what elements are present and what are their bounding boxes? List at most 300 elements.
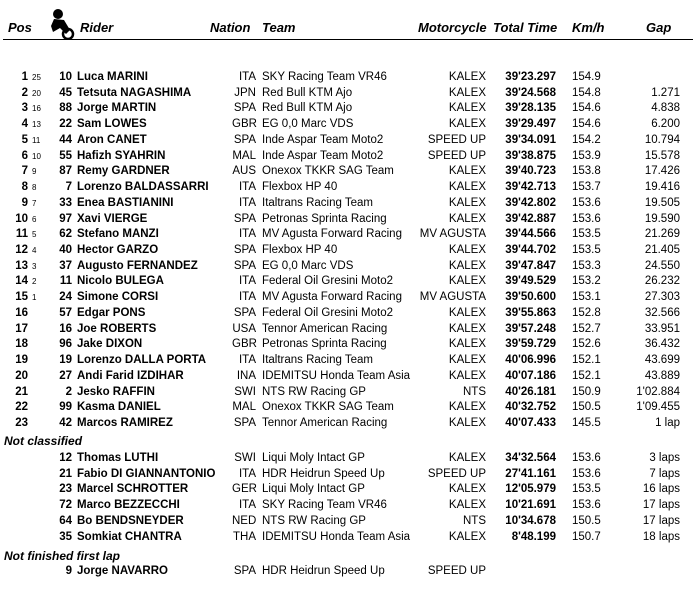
position: 18 xyxy=(15,338,28,351)
motorcycle: SPEED UP xyxy=(427,149,486,162)
nation: GER xyxy=(232,483,257,496)
result-row xyxy=(0,213,696,229)
total-time: 39'57.248 xyxy=(505,322,556,335)
nation: GBR xyxy=(232,338,257,351)
speed-kmh: 153.6 xyxy=(572,452,601,464)
team-name: SKY Racing Team VR46 xyxy=(262,71,387,83)
position: 23 xyxy=(15,417,28,430)
gap: 36.432 xyxy=(644,338,680,351)
nation: MAL xyxy=(232,149,256,162)
nation: ITA xyxy=(238,181,256,194)
gap: 15.578 xyxy=(644,149,680,162)
speed-kmh: 150.7 xyxy=(572,530,601,543)
header-pos: Pos xyxy=(8,20,32,35)
rider-number: 64 xyxy=(59,514,72,527)
speed-kmh: 153.6 xyxy=(572,196,601,209)
gap: 21.269 xyxy=(644,228,680,241)
points: 4 xyxy=(32,246,37,256)
nation: THA xyxy=(233,530,256,543)
result-row xyxy=(0,370,696,386)
points: 10 xyxy=(32,151,41,161)
result-row xyxy=(0,307,696,323)
gap: 1 lap xyxy=(655,417,680,430)
gap: 43.889 xyxy=(644,369,680,382)
rider-name: Fabio DI GIANNANTONIO xyxy=(77,467,216,480)
position: 8 xyxy=(21,181,28,194)
rider-name: Augusto FERNANDEZ xyxy=(77,259,198,272)
speed-kmh: 154.2 xyxy=(572,133,601,146)
gap: 17.426 xyxy=(644,165,680,178)
rider-name: Aron CANET xyxy=(77,133,147,146)
team-name: Petronas Sprinta Racing xyxy=(262,212,387,225)
nation: JPN xyxy=(234,86,256,99)
motorcycle: KALEX xyxy=(448,71,486,83)
total-time: 39'42.887 xyxy=(505,212,556,225)
rider-number: 33 xyxy=(59,196,72,209)
team-name: NTS RW Racing GP xyxy=(262,514,366,527)
position: 15 xyxy=(15,291,28,304)
nation: AUS xyxy=(232,165,256,178)
position: 2 xyxy=(21,86,28,99)
total-time: 40'06.996 xyxy=(505,354,556,367)
team-name: Flexbox HP 40 xyxy=(262,244,338,257)
speed-kmh: 152.1 xyxy=(572,369,601,382)
position: 7 xyxy=(21,165,28,178)
rider-number: 22 xyxy=(59,118,72,131)
total-time: 39'59.729 xyxy=(505,338,556,351)
result-row xyxy=(0,118,696,134)
total-time: 39'49.529 xyxy=(505,275,556,288)
total-time: 10'34.678 xyxy=(505,514,556,527)
nation: ITA xyxy=(238,228,256,241)
motorcycle: KALEX xyxy=(448,181,486,194)
position: 1 xyxy=(21,71,28,83)
rider-number: 11 xyxy=(59,275,72,288)
team-name: Tennor American Racing xyxy=(262,322,388,335)
points: 8 xyxy=(32,183,37,193)
result-row xyxy=(0,244,696,260)
team-name: Red Bull KTM Ajo xyxy=(262,86,353,99)
position: 14 xyxy=(15,275,28,288)
nation: SPA xyxy=(233,565,256,577)
rider-name: Jesko RAFFIN xyxy=(77,385,155,398)
points: 1 xyxy=(32,293,37,303)
speed-kmh: 154.6 xyxy=(572,118,601,131)
motorcycle: KALEX xyxy=(448,452,486,464)
result-row xyxy=(0,323,696,339)
position: 21 xyxy=(15,385,28,398)
total-time: 39'47.847 xyxy=(505,259,556,272)
rider-name: Joe ROBERTS xyxy=(77,322,157,335)
result-row xyxy=(0,260,696,276)
gap: 7 laps xyxy=(649,467,680,480)
rider-number: 42 xyxy=(59,417,72,430)
rider-name: Hafizh SYAHRIN xyxy=(77,149,166,162)
points: 25 xyxy=(32,73,41,82)
speed-kmh: 152.1 xyxy=(572,354,601,367)
header-kmh: Km/h xyxy=(572,20,605,35)
team-name: MV Agusta Forward Racing xyxy=(262,291,402,304)
team-name: Italtrans Racing Team xyxy=(262,354,374,367)
rider-name: Jake DIXON xyxy=(77,338,143,351)
motorcycle: KALEX xyxy=(448,483,486,496)
speed-kmh: 153.6 xyxy=(572,467,601,480)
total-time: 39'44.702 xyxy=(505,244,556,257)
team-name: IDEMITSU Honda Team Asia xyxy=(262,530,411,543)
nation: ITA xyxy=(238,354,256,367)
team-name: IDEMITSU Honda Team Asia xyxy=(262,369,411,382)
position: 10 xyxy=(15,212,28,225)
motorcycle: KALEX xyxy=(448,165,486,178)
total-time: 39'38.875 xyxy=(505,149,556,162)
total-time: 39'42.802 xyxy=(505,196,556,209)
result-row xyxy=(0,134,696,150)
gap: 1'02.884 xyxy=(636,385,680,398)
result-row xyxy=(0,531,696,547)
points: 9 xyxy=(32,167,37,177)
position: 4 xyxy=(21,118,28,131)
team-name: Petronas Sprinta Racing xyxy=(262,338,387,351)
speed-kmh: 152.7 xyxy=(572,322,601,335)
total-time: 40'32.752 xyxy=(505,401,556,414)
gap: 19.416 xyxy=(644,181,680,194)
nation: USA xyxy=(232,322,256,335)
motorcycle: KALEX xyxy=(448,338,486,351)
rider-number: 9 xyxy=(65,565,72,577)
nation: SPA xyxy=(233,306,256,319)
total-time: 39'28.135 xyxy=(505,102,556,115)
gap: 19.505 xyxy=(644,196,680,209)
total-time: 10'21.691 xyxy=(505,499,556,512)
header-total-time: Total Time xyxy=(493,20,558,35)
nation: SPA xyxy=(233,212,256,225)
rider-number: 16 xyxy=(59,322,72,335)
total-time: 39'34.091 xyxy=(505,133,556,146)
nation: SPA xyxy=(233,259,256,272)
points: 20 xyxy=(32,88,41,98)
points: 2 xyxy=(32,277,37,287)
speed-kmh: 152.6 xyxy=(572,338,601,351)
position: 11 xyxy=(15,228,28,241)
rider-number: 35 xyxy=(59,530,72,543)
points: 5 xyxy=(32,230,37,240)
rider-name: Andi Farid IZDIHAR xyxy=(77,369,184,382)
speed-kmh: 153.6 xyxy=(572,212,601,225)
total-time: 39'42.713 xyxy=(505,181,556,194)
result-row xyxy=(0,354,696,370)
nation: NED xyxy=(232,514,257,527)
header-nation: Nation xyxy=(210,20,251,35)
motorcycle: KALEX xyxy=(448,322,486,335)
motorcycle: KALEX xyxy=(448,102,486,115)
rider-name: Jorge NAVARRO xyxy=(77,565,168,577)
rider-number: 88 xyxy=(59,102,72,115)
rider-number: 24 xyxy=(59,291,72,304)
rider-name: Nicolo BULEGA xyxy=(77,275,164,288)
section-not-classified: Not classified xyxy=(4,434,83,448)
rider-number: 57 xyxy=(59,306,72,319)
rider-name: Somkiat CHANTRA xyxy=(77,530,182,543)
rider-number: 62 xyxy=(59,228,72,241)
result-row xyxy=(0,417,696,433)
rider-name: Lorenzo DALLA PORTA xyxy=(77,354,207,367)
motorcycle: KALEX xyxy=(448,86,486,99)
speed-kmh: 153.6 xyxy=(572,499,601,512)
rider-name: Marco BEZZECCHI xyxy=(77,499,180,512)
speed-kmh: 153.5 xyxy=(572,228,601,241)
team-name: Inde Aspar Team Moto2 xyxy=(262,133,384,146)
nation: ITA xyxy=(238,196,256,209)
nation: SPA xyxy=(233,244,256,257)
result-row xyxy=(0,228,696,244)
total-time: 39'40.723 xyxy=(505,165,556,178)
gap: 1'09.455 xyxy=(636,401,680,414)
result-row xyxy=(0,197,696,213)
motorcycle: KALEX xyxy=(448,212,486,225)
position: 13 xyxy=(15,259,28,272)
header-gap: Gap xyxy=(646,20,672,35)
position: 12 xyxy=(15,244,28,257)
rider-number: 72 xyxy=(59,499,72,512)
position: 6 xyxy=(21,149,28,162)
gap: 17 laps xyxy=(642,514,680,527)
total-time: 39'24.568 xyxy=(505,86,556,99)
result-row xyxy=(0,515,696,531)
motorcycle: KALEX xyxy=(448,354,486,367)
gap: 4.838 xyxy=(651,102,680,115)
rider-name: Bo BENDSNEYDER xyxy=(77,514,184,527)
gap: 32.566 xyxy=(644,306,680,319)
rider-number: 44 xyxy=(59,133,72,146)
team-name: Inde Aspar Team Moto2 xyxy=(262,149,384,162)
motorcycle: KALEX xyxy=(448,306,486,319)
rider-name: Jorge MARTIN xyxy=(77,102,157,115)
rider-name: Remy GARDNER xyxy=(77,165,170,178)
result-row xyxy=(0,452,696,468)
team-name: Red Bull KTM Ajo xyxy=(262,102,353,115)
rider-number: 12 xyxy=(59,452,72,464)
position: 22 xyxy=(15,401,28,414)
speed-kmh: 153.8 xyxy=(572,165,601,178)
total-time: 39'50.600 xyxy=(505,291,556,304)
nation: ITA xyxy=(238,291,256,304)
result-row xyxy=(0,71,696,87)
result-row xyxy=(0,181,696,197)
position: 3 xyxy=(21,102,28,115)
nation: SWI xyxy=(234,452,256,464)
motorcycle: SPEED UP xyxy=(427,133,486,146)
rider-name: Thomas LUTHI xyxy=(77,452,159,464)
motorcycle: MV AGUSTA xyxy=(419,228,486,241)
result-row xyxy=(0,386,696,402)
nation: INA xyxy=(236,369,256,382)
total-time: 34'32.564 xyxy=(505,452,556,464)
team-name: MV Agusta Forward Racing xyxy=(262,228,402,241)
position: 5 xyxy=(21,133,28,146)
rider-number: 96 xyxy=(59,338,72,351)
result-row xyxy=(0,150,696,166)
rider-name: Xavi VIERGE xyxy=(77,212,148,225)
team-name: HDR Heidrun Speed Up xyxy=(262,565,385,577)
team-name: Onexox TKKR SAG Team xyxy=(262,401,394,414)
points: 11 xyxy=(32,135,41,145)
speed-kmh: 150.9 xyxy=(572,385,601,398)
gap: 19.590 xyxy=(644,212,680,225)
rider-name: Tetsuta NAGASHIMA xyxy=(77,86,192,99)
motorcycle: NTS xyxy=(463,514,486,527)
rider-number: 45 xyxy=(59,86,72,99)
nation: SPA xyxy=(233,102,256,115)
result-row xyxy=(0,165,696,181)
rider-name: Marcos RAMIREZ xyxy=(77,417,173,430)
nation: MAL xyxy=(232,401,256,414)
rider-number: 37 xyxy=(59,259,72,272)
points: 6 xyxy=(32,214,37,224)
total-time: 39'23.297 xyxy=(505,71,556,83)
gap: 10.794 xyxy=(644,133,680,146)
result-row xyxy=(0,275,696,291)
team-name: SKY Racing Team VR46 xyxy=(262,499,387,512)
speed-kmh: 153.5 xyxy=(572,244,601,257)
gap: 33.951 xyxy=(644,322,680,335)
motorcycle: SPEED UP xyxy=(427,467,486,480)
result-row xyxy=(0,338,696,354)
rider-number: 97 xyxy=(59,212,72,225)
speed-kmh: 153.1 xyxy=(572,291,601,304)
nation: ITA xyxy=(238,499,256,512)
result-row xyxy=(0,87,696,103)
gap: 17 laps xyxy=(642,499,680,512)
position: 16 xyxy=(15,306,28,319)
header-divider xyxy=(3,39,693,40)
points: 3 xyxy=(32,261,37,271)
gap: 6.200 xyxy=(651,118,680,131)
motorcycle: KALEX xyxy=(448,196,486,209)
rider-name: Enea BASTIANINI xyxy=(77,196,174,209)
position: 19 xyxy=(15,354,28,367)
gap: 1.271 xyxy=(651,86,680,99)
team-name: Onexox TKKR SAG Team xyxy=(262,165,394,178)
nation: ITA xyxy=(238,275,256,288)
team-name: HDR Heidrun Speed Up xyxy=(262,467,385,480)
team-name: EG 0,0 Marc VDS xyxy=(262,259,354,272)
gap: 3 laps xyxy=(649,452,680,464)
total-time: 40'26.181 xyxy=(505,385,556,398)
nation: ITA xyxy=(238,71,256,83)
speed-kmh: 154.9 xyxy=(572,71,601,83)
motorcycle: KALEX xyxy=(448,417,486,430)
team-name: EG 0,0 Marc VDS xyxy=(262,118,354,131)
rider-number: 87 xyxy=(59,165,72,178)
gap: 26.232 xyxy=(644,275,680,288)
team-name: Federal Oil Gresini Moto2 xyxy=(262,306,394,319)
rider-name: Hector GARZO xyxy=(77,244,159,257)
rider-number: 55 xyxy=(59,149,72,162)
motorcycle: KALEX xyxy=(448,275,486,288)
rider-number: 19 xyxy=(59,354,72,367)
rider-number: 7 xyxy=(65,181,72,194)
rider-name: Marcel SCHROTTER xyxy=(77,483,189,496)
points: 16 xyxy=(32,104,41,114)
nation: SPA xyxy=(233,417,256,430)
rider-name: Stefano MANZI xyxy=(77,228,159,241)
nation: SWI xyxy=(234,385,256,398)
gap: 43.699 xyxy=(644,354,680,367)
team-name: Tennor American Racing xyxy=(262,417,388,430)
speed-kmh: 153.5 xyxy=(572,483,601,496)
motorcycle: KALEX xyxy=(448,401,486,414)
header-rider: Rider xyxy=(80,20,114,35)
total-time: 40'07.433 xyxy=(505,417,556,430)
rider-name: Luca MARINI xyxy=(77,71,148,83)
rider-number: 2 xyxy=(65,385,72,398)
team-name: Flexbox HP 40 xyxy=(262,181,338,194)
team-name: Liqui Moly Intact GP xyxy=(262,483,365,496)
rider-number: 27 xyxy=(59,369,72,382)
team-name: NTS RW Racing GP xyxy=(262,385,366,398)
rider-number: 23 xyxy=(59,483,72,496)
header-motorcycle: Motorcycle xyxy=(418,20,487,35)
position: 17 xyxy=(15,322,28,335)
rider-number: 40 xyxy=(59,244,72,257)
total-time: 39'29.497 xyxy=(505,118,556,131)
motorcycle-rider-icon xyxy=(44,8,76,40)
rider-name: Sam LOWES xyxy=(77,118,147,131)
speed-kmh: 153.2 xyxy=(572,275,601,288)
gap: 16 laps xyxy=(642,483,680,496)
motorcycle: SPEED UP xyxy=(427,565,486,577)
motorcycle: KALEX xyxy=(448,118,486,131)
rider-number: 99 xyxy=(59,401,72,414)
points: 13 xyxy=(32,120,41,130)
motorcycle: MV AGUSTA xyxy=(419,291,486,304)
speed-kmh: 152.8 xyxy=(572,306,601,319)
speed-kmh: 154.6 xyxy=(572,102,601,115)
rider-name: Edgar PONS xyxy=(77,306,146,319)
rider-name: Simone CORSI xyxy=(77,291,159,304)
motorcycle: NTS xyxy=(463,385,486,398)
position: 9 xyxy=(21,196,28,209)
total-time: 12'05.979 xyxy=(505,483,556,496)
nation: ITA xyxy=(238,467,256,480)
total-time: 40'07.186 xyxy=(505,369,556,382)
motorcycle: KALEX xyxy=(448,369,486,382)
total-time: 8'48.199 xyxy=(511,530,556,543)
motorcycle: KALEX xyxy=(448,259,486,272)
gap: 21.405 xyxy=(644,244,680,257)
speed-kmh: 150.5 xyxy=(572,401,601,414)
motorcycle: KALEX xyxy=(448,499,486,512)
total-time: 27'41.161 xyxy=(505,467,556,480)
rider-name: Lorenzo BALDASSARRI xyxy=(77,181,209,194)
speed-kmh: 153.7 xyxy=(572,181,601,194)
result-row xyxy=(0,565,696,581)
position: 20 xyxy=(15,369,28,382)
nation: SPA xyxy=(233,133,256,146)
result-row xyxy=(0,468,696,484)
result-row xyxy=(0,483,696,499)
result-row xyxy=(0,499,696,515)
gap: 27.303 xyxy=(644,291,680,304)
speed-kmh: 145.5 xyxy=(572,417,601,430)
rider-number: 10 xyxy=(59,71,72,83)
speed-kmh: 154.8 xyxy=(572,86,601,99)
table-header xyxy=(0,0,696,40)
gap: 18 laps xyxy=(642,530,680,543)
speed-kmh: 153.9 xyxy=(572,149,601,162)
motorcycle: KALEX xyxy=(448,530,486,543)
header-team: Team xyxy=(262,20,296,35)
